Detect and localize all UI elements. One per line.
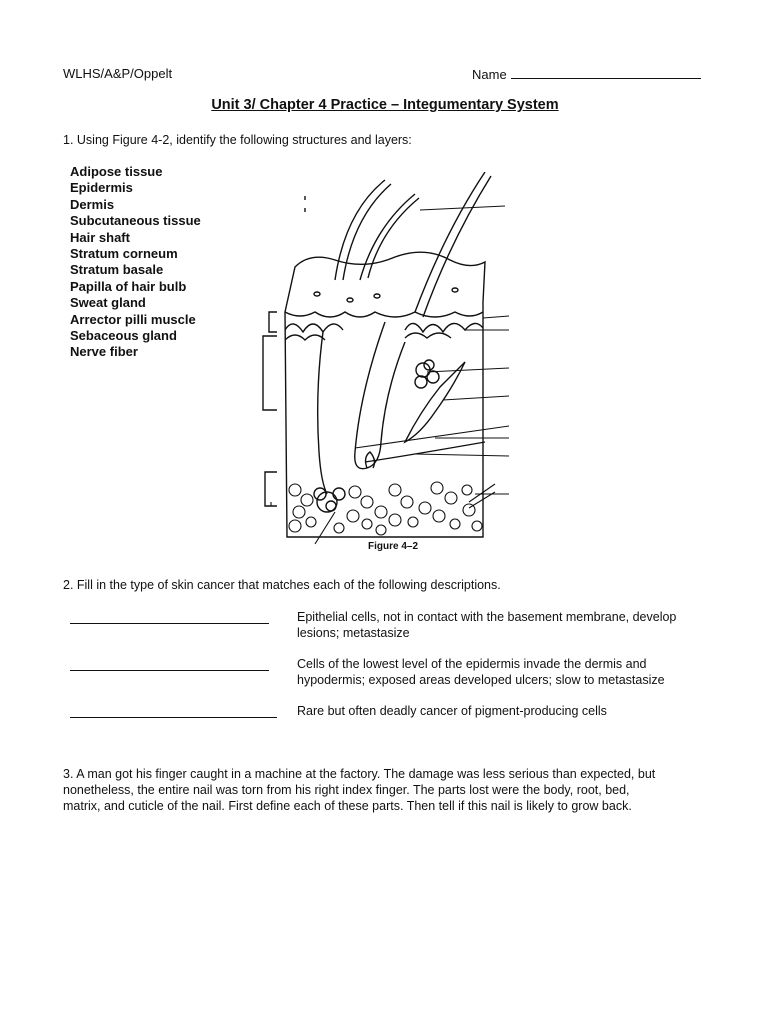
term-item: Papilla of hair bulb (70, 278, 187, 294)
answer-blank-3[interactable] (70, 717, 277, 718)
description-line: Cells of the lowest level of the epidermis invade the dermis and (297, 657, 647, 671)
question-3 (63, 766, 743, 814)
nerve-fiber (365, 442, 485, 462)
skin-diagram (255, 172, 525, 557)
course-code: WLHS/A&P/Oppelt (63, 66, 173, 81)
sweat-gland (314, 488, 345, 512)
term-item: Sebaceous gland (70, 328, 177, 344)
term-item: Stratum corneum (70, 246, 178, 262)
hair-shaft (360, 194, 419, 280)
answer-blank-1[interactable] (70, 623, 269, 624)
term-item: Arrector pilli muscle (70, 311, 196, 327)
page-title: Unit 3/ Chapter 4 Practice – Integumentary System (211, 97, 559, 113)
term-item: Sweat gland (70, 295, 146, 311)
answer-blank-2[interactable] (70, 670, 269, 671)
sweat-gland-duct (318, 332, 327, 494)
name-label: Name (472, 67, 507, 82)
term-item: Stratum basale (70, 262, 164, 278)
layer-bracket (265, 472, 277, 506)
question-3-line: matrix, and cuticle of the nail. First define each of these parts. Then tell if this nail is likely to grow back. (63, 799, 632, 813)
cancer-description-1 (297, 609, 717, 641)
term-item: Nerve fiber (70, 344, 138, 360)
cancer-description-2 (297, 656, 717, 688)
arrector-pili-muscle (405, 362, 465, 442)
name-blank-line[interactable] (511, 66, 701, 79)
term-item: Subcutaneous tissue (70, 213, 201, 229)
description-line: hypodermis; exposed areas developed ulcers; slow to metastasize (297, 673, 665, 687)
layer-bracket (263, 336, 277, 410)
question-2-prompt: 2. Fill in the type of skin cancer that matches each of the following descriptions. (63, 578, 501, 592)
description-line: Rare but often deadly cancer of pigment-producing cells (297, 704, 607, 718)
term-item: Adipose tissue (70, 164, 163, 179)
term-item: Dermis (70, 196, 115, 212)
term-item: Epidermis (70, 180, 133, 196)
adipose-tissue (289, 482, 482, 535)
layer-bracket (269, 312, 277, 332)
description-line: Epithelial cells, not in contact with the basement membrane, develop (297, 610, 677, 624)
term-list (70, 164, 201, 361)
cancer-description-3 (297, 703, 717, 719)
term-item: Hair shaft (70, 229, 130, 245)
question-1-prompt: 1. Using Figure 4-2, identify the following structures and layers: (63, 133, 412, 147)
question-3-line: 3. A man got his finger caught in a machine at the factory. The damage was less serious than expected, but (63, 767, 656, 781)
question-3-line: nonetheless, the entire nail was torn from his right index finger. The parts lost were the body, root, bed, (63, 783, 630, 797)
description-line: lesions; metastasize (297, 626, 410, 640)
hair-shaft (415, 172, 491, 317)
name-field[interactable] (472, 66, 701, 82)
sebaceous-gland (415, 360, 439, 388)
figure-caption: Figure 4–2 (368, 541, 419, 552)
epidermis-layer (285, 312, 483, 317)
